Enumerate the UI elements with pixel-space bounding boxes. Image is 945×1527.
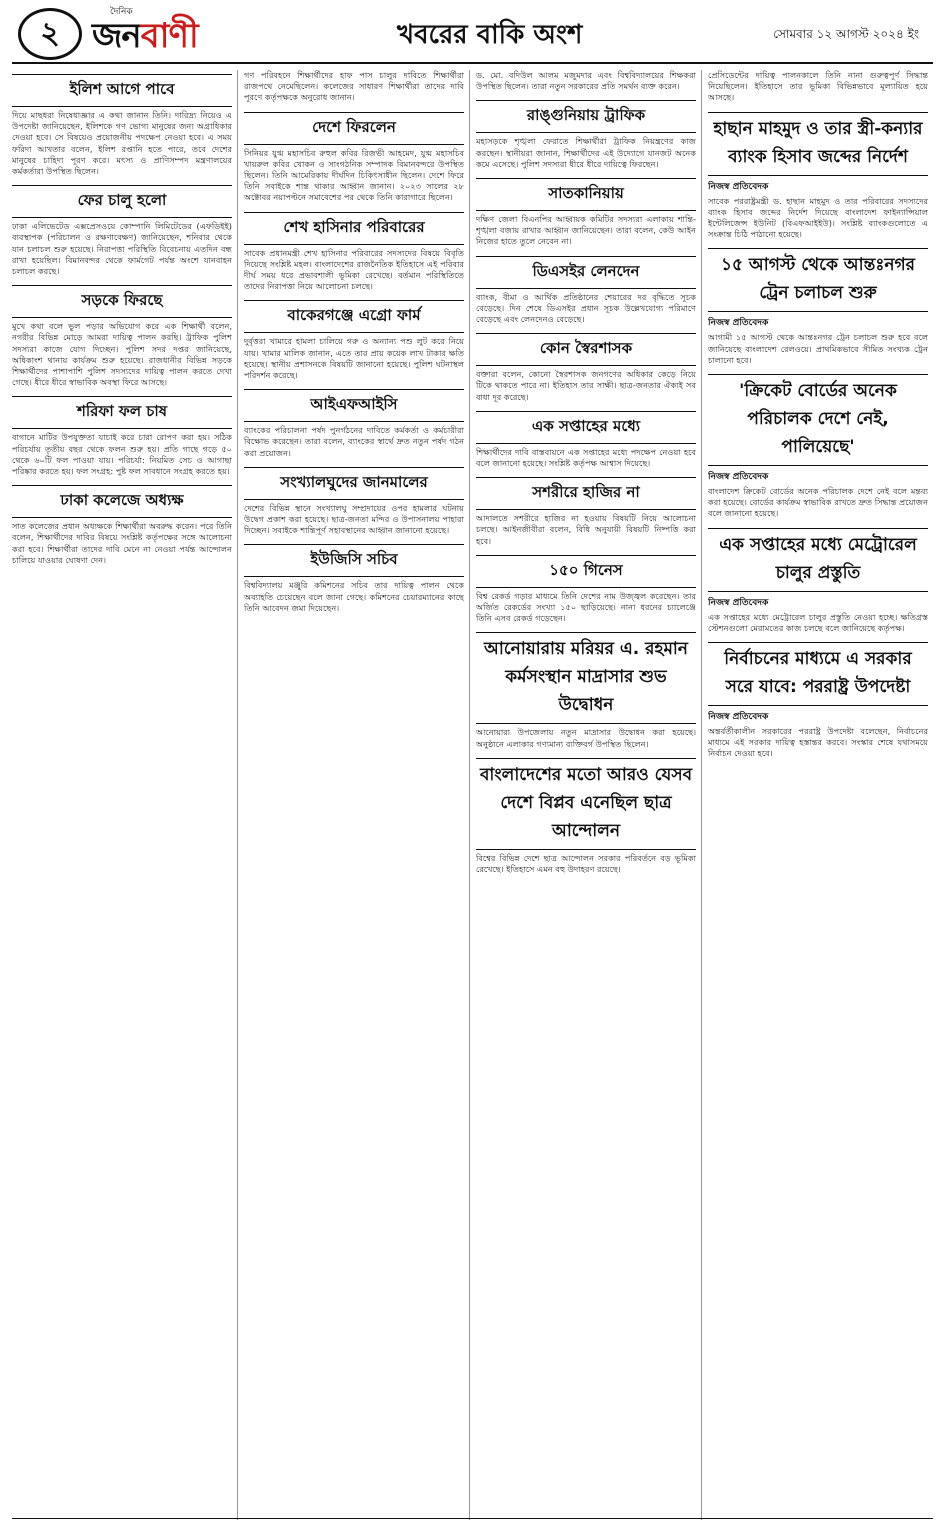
article <box>708 112 928 241</box>
article-body: দিয়ে মাছধরা নিষেধাজ্ঞার এ কথা জানান তিনি। দারিদ্র্য নিয়েও এ উপদেষ্টা জানিয়েছেন, ইলিশকে গণ ভোগ্য মানুষের জন্য অগ্রাধিকার দেওয়া হবে। সে বিষয়েও প্রয়োজনীয় পদক্ষেপ নেওয়া হবে। এ সময় ফরিদা আখতার বলেন, ইলিশ রপ্তানি হতে পারে, তবে দেশের মানুষের চাহিদা পূরণ করে। মৎস্য ও প্রাণিসম্পদ মন্ত্রণালয়ের কর্মকর্তারা উপস্থিত ছিলেন। <box>12 110 232 177</box>
article-body: মুখে কথা বলে ভুল পড়ার অভিযোগ করে এক শিক্ষার্থী বলেন, নগরীর বিভিন্ন মোড়ে আমরা দায়িত্ব পালন করছি। ট্রাফিক পুলিশ সদস্যরা কাজে যোগ দিচ্ছেন। পুলিশ সদর দপ্তর জানিয়েছে, অধিকাংশ থানায় কার্যক্রম শুরু হয়েছে। রাজধানীর বিভিন্ন সড়কে শিক্ষার্থীদের পাশাপাশি পুলিশ সদস্যদের দায়িত্ব পালন করতে দেখা গেছে। ধীরে ধীরে স্বাভাবিক অবস্থা ফিরে আসছে। <box>12 321 232 388</box>
byline: নিজস্ব প্রতিবেদক <box>708 712 769 723</box>
byline: নিজস্ব প্রতিবেদক <box>708 472 769 483</box>
article-body: ঢাকা এলিভেটেড এক্সপ্রেসওয়ে কোম্পানি লিমিটেডের (এফডিইই) ব্যবস্থাপক (পরিচালন ও রক্ষণাবেক্ষণ) জানিয়েছেন, শনিবার থেকে যান চলাচল শুরু হয়েছে। নিরাপত্তা পরিস্থিতি বিবেচনায় এতদিন বন্ধ রাখা হয়েছিল। বিমানবন্দর থেকে ফার্মগেট পর্যন্ত অংশে যানবাহন চলাচল করছে। <box>12 221 232 277</box>
article <box>244 544 464 614</box>
article-body: বক্তারা বলেন, কোনো স্বৈরশাসক জনগণের অধিকার কেড়ে নিয়ে টিকে থাকতে পারে না। ইতিহাস তার সাক্ষী। ছাত্র-জনতার ঐক্যই সব বাধা দূর করেছে। <box>476 369 696 402</box>
article <box>476 632 696 749</box>
article-body: দুর্বৃত্তরা খামারে হামলা চালিয়ে গরু ও অন্যান্য পশু লুট করে নিয়ে যায়। খামার মালিক জানান, এতে তার প্রায় কয়েক লাখ টাকার ক্ষতি হয়েছে। স্থানীয় প্রশাসনকে বিষয়টি জানানো হয়েছে। পুলিশ ঘটনাস্থল পরিদর্শন করেছে। <box>244 336 464 381</box>
article <box>12 396 232 477</box>
article-headline: বাংলাদেশের মতো আরও যেসব দেশে বিপ্লব এনেছিল ছাত্র আন্দোলন <box>476 758 696 850</box>
article <box>708 248 928 366</box>
article-body: অন্তর্বর্তীকালীন সরকারের পররাষ্ট্র উপদেষ্টা বলেছেন, নির্বাচনের মাধ্যমে এই সরকার দায়িত্ব হস্তান্তর করবে। সংস্কার শেষে যথাসময়ে নির্বাচন দেওয়া হবে। <box>708 726 928 759</box>
article-headline: সশরীরে হাজির না <box>476 477 696 510</box>
article <box>12 74 232 177</box>
article <box>708 374 928 520</box>
article-headline: শেখ হাসিনার পরিবারের <box>244 212 464 245</box>
masthead <box>12 0 933 64</box>
paper-name-b: বাণী <box>140 16 198 56</box>
article-body: আগামী ১৫ আগস্ট থেকে আন্তঃনগর ট্রেন চলাচল শুরু হবে বলে জানিয়েছে বাংলাদেশ রেলওয়ে। প্রাথমিকভাবে সীমিত সংখ্যক ট্রেন চালানো হবে। <box>708 332 928 365</box>
article <box>244 467 464 537</box>
section-title: খবরের বাকি অংশ <box>397 20 583 50</box>
article-headline: এক সপ্তাহের মধ্যে মেট্রোরেল চালুর প্রস্তুতি <box>708 528 928 592</box>
article-headline: ১৫ আগস্ট থেকে আন্তঃনগর ট্রেন চলাচল শুরু <box>708 248 928 312</box>
article <box>244 300 464 381</box>
byline: নিজস্ব প্রতিবেদক <box>708 318 769 329</box>
article-headline: সড়কে ফিরছে <box>12 285 232 318</box>
article <box>244 70 464 104</box>
article-body: ড. মো. বদিউল আলম মজুমদার এবং বিশ্ববিদ্যালয়ের শিক্ষকরা উপস্থিত ছিলেন। তারা নতুন সরকারের প্রতি সমর্থন ব্যক্ত করেন। <box>476 70 696 92</box>
article-headline: ইউজিসি সচিব <box>244 544 464 577</box>
article-headline: সংখ্যালঘুদের জানমালের <box>244 467 464 500</box>
article <box>12 185 232 277</box>
article-headline: রাঙ্গুনিয়ায় ট্রাফিক <box>476 100 696 133</box>
article-headline: আনোয়ারায় মরিয়র এ. রহমান কর্মসংস্থান মাদ্রাসার শুভ উদ্বোধন <box>476 632 696 724</box>
column-3 <box>476 70 702 1520</box>
article-body: গণ পরিবহনে শিক্ষার্থীদের হাফ পাস চালুর দাবিতে শিক্ষার্থীরা রাজপথে নেমেছিলেন। কলেজের সাধারণ শিক্ষার্থীরা তাদের দাবি পূরণে কর্তৃপক্ষকে অনুরোধ জানান। <box>244 70 464 103</box>
column-4 <box>708 70 933 1520</box>
article <box>476 178 696 248</box>
article-headline: নির্বাচনের মাধ্যমে এ সরকার সরে যাবে: পররাষ্ট্র উপদেষ্টা <box>708 642 928 706</box>
article <box>476 256 696 326</box>
article <box>476 411 696 469</box>
byline: নিজস্ব প্রতিবেদক <box>708 597 769 608</box>
article-body: প্রেসিডেন্টের দায়িত্ব পালনকালে তিনি নানা গুরুত্বপূর্ণ সিদ্ধান্ত নিয়েছিলেন। ইতিহাসে তার ভূমিকা বিভিন্নভাবে মূল্যায়িত হয়ে আসছে। <box>708 70 928 103</box>
article-body: দক্ষিণ জেলা বিএনপির আহ্বায়ক কমিটির সদস্যরা এলাকায় শান্তি-শৃঙ্খলা বজায় রাখার আহ্বান জানিয়েছেন। তারা বলেন, কেউ আইন নিজের হাতে তুলে নেবেন না। <box>476 214 696 247</box>
article-body: বাংলাদেশ ক্রিকেট বোর্ডের অনেক পরিচালক দেশে নেই বলে মন্তব্য করা হয়েছে। বোর্ডের কার্যক্রম স্বাভাবিক রাখতে দ্রুত সিদ্ধান্ত প্রয়োজন বলে জানানো হয়েছে। <box>708 486 928 519</box>
article-body: শিক্ষার্থীদের দাবি বাস্তবায়নে এক সপ্তাহের মধ্যে পদক্ষেপ নেওয়া হবে বলে জানানো হয়েছে। সংশ্লিষ্ট কর্তৃপক্ষ আশ্বাস দিয়েছে। <box>476 446 696 469</box>
article-body: দেশের বিভিন্ন স্থানে সংখ্যালঘু সম্প্রদায়ের ওপর হামলার ঘটনায় উদ্বেগ প্রকাশ করা হয়েছে। ছাত্র-জনতা মন্দির ও উপাসনালয় পাহারা দিচ্ছেন। সবাইকে শান্তিপূর্ণ সহাবস্থানের আহ্বান জানানো হয়েছে। <box>244 502 464 536</box>
article-headline: এক সপ্তাহের মধ্যে <box>476 411 696 444</box>
article-body: বিশ্বের বিভিন্ন দেশে ছাত্র আন্দোলন সরকার পরিবর্তনে বড় ভূমিকা রেখেছে। ইতিহাসে এমন বহু উদাহরণ রয়েছে। <box>476 852 696 875</box>
article-body: ব্যাংকের পরিচালনা পর্ষদ পুনর্গঠনের দাবিতে কর্মকর্তা ও কর্মচারীরা বিক্ষোভ করেছেন। তারা বলেন, ব্যাংকের স্বার্থে দ্রুত নতুন পর্ষদ গঠন করা প্রয়োজন। <box>244 425 464 458</box>
article-body: সাবেক প্রধানমন্ত্রী শেখ হাসিনার পরিবারের সদস্যদের বিষয়ে বিবৃতি দিয়েছে সংশ্লিষ্ট মহল। বাংলাদেশের রাজনৈতিক ইতিহাসে এই পরিবার দীর্ঘ সময় ধরে প্রভাবশালী ভূমিকা রেখেছে। বর্তমান পরিস্থিতিতে তাদের নিরাপত্তা নিয়ে আলোচনা চলছে। <box>244 247 464 292</box>
article <box>476 333 696 403</box>
article-body: বাগানে মাটির উপযুক্ততা যাচাই করে চারা রোপণ করা হয়। সঠিক পরিচর্যায় তৃতীয় বছর থেকে ফলন শুরু হয়। প্রতি গাছে গড়ে ৫০ থেকে ৬০টি ফল পাওয়া যায়। পরিচর্যা: নিয়মিত সেচ ও আগাছা পরিষ্কার করতে হয়। ফল সংগ্রহ: পুষ্ট ফল সাবধানে সংগ্রহ করতে হয়। <box>12 432 232 477</box>
article-headline: ১৫০ গিনেস <box>476 555 696 588</box>
article-body: মহাসড়কে শৃঙ্খলা ফেরাতে শিক্ষার্থীরা ট্রাফিক নিয়ন্ত্রণের কাজ করছেন। স্থানীয়রা জানান, শিক্ষার্থীদের এই উদ্যোগে যানজট অনেক কমে এসেছে। পুলিশ সদস্যরা ধীরে ধীরে দায়িত্বে ফিরছেন। <box>476 136 696 169</box>
article-headline: আইএফআইসি <box>244 389 464 422</box>
article-headline: ঢাকা কলেজে অধ্যক্ষ <box>12 485 232 518</box>
article <box>244 389 464 459</box>
article-headline: কোন স্বৈরশাসক <box>476 333 696 366</box>
date-line: সোমবার ১২ আগস্ট ২০২৪ ইং <box>773 27 919 41</box>
article <box>12 485 232 566</box>
article-body: আদালতে সশরীরে হাজির না হওয়ায় বিষয়টি নিয়ে আলোচনা চলছে। আইনজীবীরা বলেন, বিধি অনুযায়ী বিষয়টি নিষ্পত্তি করা হবে। <box>476 513 696 546</box>
paper-name-a: জন <box>92 16 141 56</box>
article <box>476 70 696 92</box>
article-headline: সাতকানিয়ায় <box>476 178 696 211</box>
bottom-rule <box>12 1518 933 1519</box>
article-headline: দেশে ফিরলেন <box>244 112 464 145</box>
article-body: বিশ্ববিদ্যালয় মঞ্জুরি কমিশনের সচিব তার দায়িত্ব পালন থেকে অব্যাহতি চেয়েছেন বলে জানা গেছে। কমিশনের চেয়ারম্যানের কাছে তিনি আবেদন জমা দিয়েছেন। <box>244 580 464 613</box>
article <box>708 70 928 104</box>
article <box>708 642 928 760</box>
article-headline: ইলিশ আগে পাবে <box>12 74 232 107</box>
article-headline: হাছান মাহমুদ ও তার স্ত্রী-কন্যার ব্যাংক হিসাব জব্দের নির্দেশ <box>708 112 928 176</box>
article <box>476 555 696 625</box>
column-1 <box>12 70 238 1520</box>
article <box>708 528 928 634</box>
article-headline: ফের চালু হলো <box>12 185 232 218</box>
article-body: সাত কলেজের প্রধান অধ্যক্ষকে শিক্ষার্থীরা অবরুদ্ধ করেন। পরে তিনি বলেন, শিক্ষার্থীদের দাবির বিষয়ে সংশ্লিষ্ট কর্তৃপক্ষের সঙ্গে আলোচনা করা হবে। শিক্ষার্থীরা তাদের দাবি মেনে না নেওয়া পর্যন্ত আন্দোলন চালিয়ে যাওয়ার ঘোষণা দেন। <box>12 521 232 565</box>
article-body: ব্যাংক, বীমা ও আর্থিক প্রতিষ্ঠানের শেয়ারের দর বৃদ্ধিতে সূচক বেড়েছে। দিন শেষে ডিএসইর প্রধান সূচক উল্লেখযোগ্য পরিমাণে বেড়েছে এবং লেনদেনও বেড়েছে। <box>476 291 696 325</box>
article <box>12 285 232 388</box>
article <box>476 758 696 875</box>
article-body: আনোয়ারা উপজেলায় নতুন মাদ্রাসার উদ্বোধন করা হয়েছে। অনুষ্ঠানে এলাকার গণ্যমান্য ব্যক্তিবর্গ উপস্থিত ছিলেন। <box>476 727 696 749</box>
column-2 <box>244 70 470 1520</box>
article <box>244 212 464 293</box>
article-body: বিশ্ব রেকর্ড গড়ার মাধ্যমে তিনি দেশের নাম উজ্জ্বল করেছেন। তার অর্জিত রেকর্ডের সংখ্যা ১৫০ ছাড়িয়েছে। নানা ধরনের চ্যালেঞ্জে তিনি এসব রেকর্ড গড়েছেন। <box>476 590 696 624</box>
article-columns <box>12 70 933 1520</box>
article-body: সাবেক পররাষ্ট্রমন্ত্রী ড. হাছান মাহমুদ ও তার পরিবারের সদস্যদের ব্যাংক হিসাব জব্দের নির্দেশ দিয়েছে বাংলাদেশ ফাইন্যান্সিয়াল ইন্টেলিজেন্স ইউনিট (বিএফআইইউ)। সংশ্লিষ্ট ব্যাংকগুলোতে এ সংক্রান্ত চিঠি পাঠানো হয়েছে। <box>708 195 928 240</box>
paper-logo <box>92 10 198 67</box>
paper-small-label: দৈনিক <box>110 7 133 17</box>
article <box>244 112 464 204</box>
article-headline: ডিএসইর লেনদেন <box>476 256 696 289</box>
article-headline: শরিফা ফল চাষ <box>12 396 232 429</box>
page-number: ২ <box>18 8 82 60</box>
article-body: সিনিয়র যুগ্ম মহাসচিব রুহুল কবির রিজভী আহমেদ, যুগ্ম মহাসচিব খায়রুল কবির খোকন ও সাংগঠনিক সম্পাদক বিমানবন্দরে উপস্থিত ছিলেন। তিনি আমেরিকায় দীর্ঘদিন চিকিৎসাধীন ছিলেন। দেশে ফিরে তিনি সবাইকে শান্ত থাকার আহ্বান জানান। ২০২৩ সালের ২৮ অক্টোবর নয়াপল্টনে সমাবেশের পর থেকে তিনি কারাগারে ছিলেন। <box>244 147 464 203</box>
article-headline: 'ক্রিকেট বোর্ডের অনেক পরিচালক দেশে নেই, পালিয়েছে' <box>708 374 928 466</box>
article <box>476 100 696 170</box>
article <box>476 477 696 547</box>
article-body: এক সপ্তাহের মধ্যে মেট্রোরেল চালুর প্রস্তুতি নেওয়া হচ্ছে। ক্ষতিগ্রস্ত স্টেশনগুলো মেরামতের কাজ চলছে বলে জানিয়েছে কর্তৃপক্ষ। <box>708 611 928 633</box>
byline: নিজস্ব প্রতিবেদক <box>708 181 769 192</box>
article-headline: বাকেরগঞ্জে এগ্রো ফার্ম <box>244 300 464 333</box>
